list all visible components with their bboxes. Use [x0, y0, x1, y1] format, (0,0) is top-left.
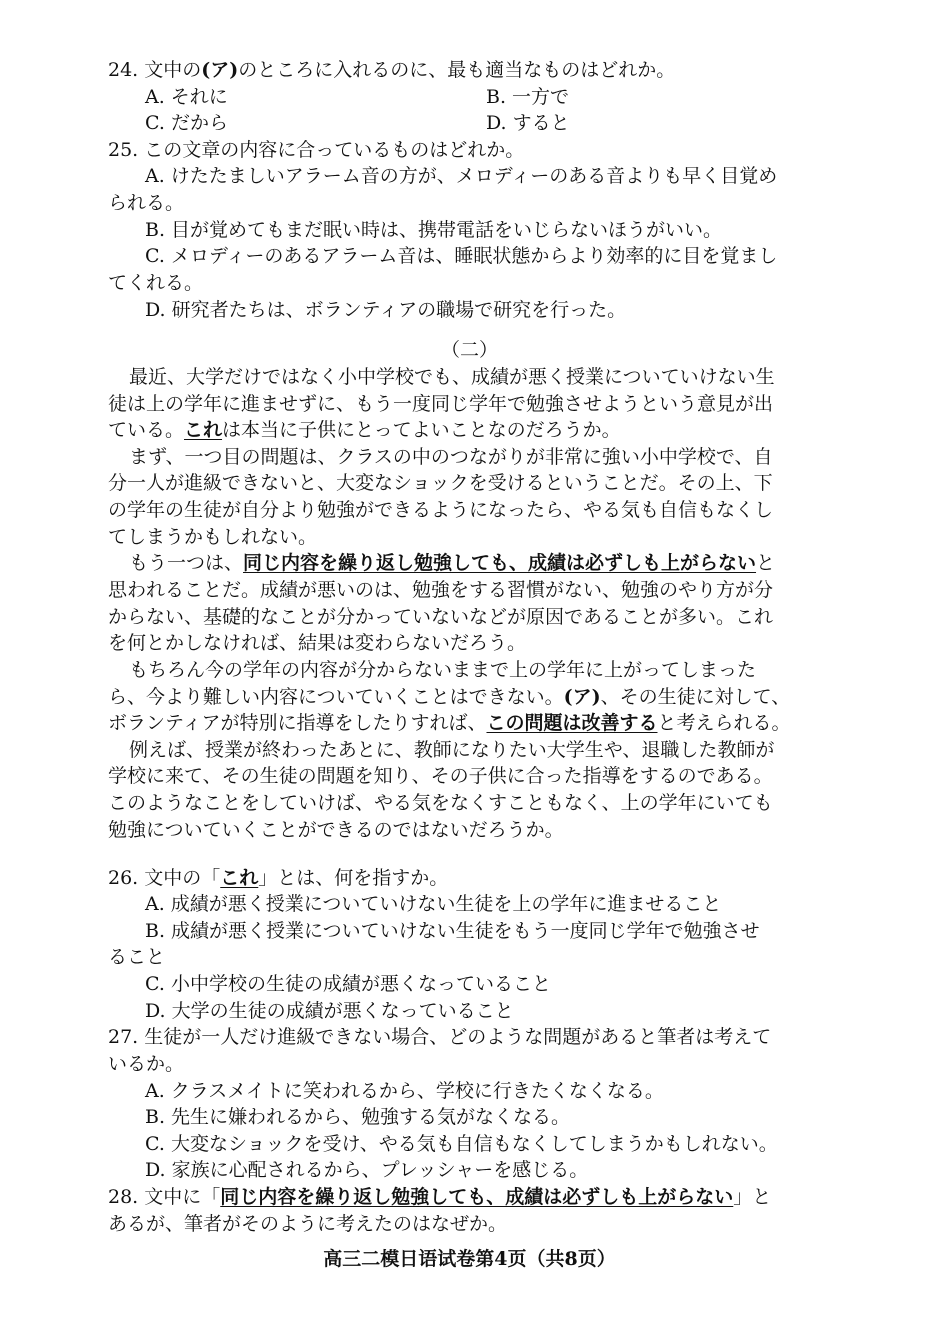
passage-line: もちろん今の学年の内容が分からないままで上の学年に上がってしまった — [129, 659, 757, 681]
passage-line: もう一つは、同じ内容を繰り返し勉強しても、成績は必ずしも上がらないと — [129, 552, 776, 574]
q27-option-b: B. 先生に嫌われるから、勉強する気がなくなる。 — [145, 1106, 571, 1128]
passage-line: 最近、大学だけではなく小中学校でも、成績が悪く授業についていけない生 — [129, 366, 775, 388]
passage-line: 例えば、授業が終わったあとに、教師になりたい大学生や、退職した教師が — [129, 739, 775, 761]
q26-underlined-kore: これ — [220, 867, 259, 889]
q26-option-b-cont: ること — [108, 946, 166, 968]
q24-stem: 24. 文中の(ア)のところに入れるのに、最も適当なものはどれか。 — [108, 59, 676, 81]
page-footer: 高三二模日语试卷第4页（共8页） — [323, 1248, 616, 1270]
q25-option-b: B. 目が覚めてもまだ眠い時は、携帯電話をいじらないほうがいい。 — [145, 219, 723, 241]
passage-line: ら、今より難しい内容についていくことはできない。(ア)、その生徒に対して、 — [108, 686, 791, 708]
q27-option-a: A. クラスメイトに笑われるから、学校に行きたくなくなる。 — [145, 1080, 664, 1102]
passage-line: ボランティアが特別に指導をしたりすれば、この問題は改善すると考えられる。 — [108, 712, 791, 734]
passage-line: ている。これは本当に子供にとってよいことなのだろうか。 — [108, 419, 621, 441]
q26-option-d: D. 大学の生徒の成績が悪くなっていること — [145, 1000, 514, 1022]
q26-stem: 26. 文中の「これ」とは、何を指すか。 — [108, 867, 449, 889]
passage-line: 思われることだ。成績が悪いのは、勉強をする習慣がない、勉強のやり方が分 — [108, 579, 774, 601]
q24-option-d: D. すると — [486, 112, 570, 134]
section-heading: （二） — [440, 339, 498, 361]
passage-line: 勉強についていくことができるのではないだろうか。 — [108, 819, 564, 841]
q24-blank: (ア) — [201, 59, 239, 81]
passage-blank: (ア) — [563, 686, 601, 708]
passage-line: まず、一つ目の問題は、クラスの中のつながりが非常に強い小中学校で、自 — [129, 446, 773, 468]
q24-option-c: C. だから — [145, 112, 228, 134]
passage-line: 分一人が進級できないと、大変なショックを受けるということだ。その上、下 — [108, 472, 773, 494]
passage-line: 徒は上の学年に進ませずに、もう一度同じ学年で勉強させようという意見が出 — [108, 393, 774, 415]
q24-option-a: A. それに — [145, 86, 228, 108]
passage-line: このようなことをしていけば、やる気をなくすこともなく、上の学年にいても — [108, 792, 773, 814]
q25-option-c: C. メロディーのあるアラーム音は、睡眠状態からより効率的に目を覚まし — [145, 245, 778, 267]
underlined-kore: これ — [184, 419, 223, 441]
underlined-phrase: この問題は改善する — [486, 712, 658, 734]
passage-line: の学年の生徒が自分より勉強ができるようになったら、やる気も自信もなくし — [108, 499, 774, 521]
q27-option-d: D. 家族に心配されるから、プレッシャーを感じる。 — [145, 1159, 589, 1181]
q25-option-d: D. 研究者たちは、ボランティアの職場で研究を行った。 — [145, 299, 627, 321]
q26-option-b: B. 成績が悪く授業についていけない生徒をもう一度同じ学年で勉強させ — [145, 920, 760, 942]
underlined-phrase: 同じ内容を繰り返し勉強しても、成績は必ずしも上がらない — [243, 552, 757, 574]
q26-option-a: A. 成績が悪く授業についていけない生徒を上の学年に進ませること — [145, 893, 722, 915]
passage-line: からない、基礎的なことが分かっていないなどが原因であることが多い。これ — [108, 606, 774, 628]
q25-stem: 25. この文章の内容に合っているものはどれか。 — [108, 139, 525, 161]
q26-option-c: C. 小中学校の生徒の成績が悪くなっていること — [145, 973, 551, 995]
q28-stem: 28. 文中に「同じ内容を繰り返し勉強しても、成績は必ずしも上がらない」と — [108, 1186, 772, 1208]
q27-stem-cont: いるか。 — [108, 1053, 185, 1075]
q28-underlined-phrase: 同じ内容を繰り返し勉強しても、成績は必ずしも上がらない — [220, 1186, 734, 1208]
passage-line: を何とかしなければ、結果は変わらないだろう。 — [108, 632, 527, 654]
q27-stem: 27. 生徒が一人だけ進級できない場合、どのような問題があると筆者は考えて — [108, 1026, 772, 1048]
passage-line: てしまうかもしれない。 — [108, 526, 318, 548]
q25-option-a: A. けたたましいアラーム音の方が、メロディーのある音よりも早く目覚め — [145, 165, 778, 187]
q25-option-c-cont: てくれる。 — [108, 272, 204, 294]
q27-option-c: C. 大変なショックを受け、やる気も自信もなくしてしまうかもしれない。 — [145, 1133, 778, 1155]
passage-line: 学校に来て、その生徒の問題を知り、その子供に合った指導をするのである。 — [108, 765, 773, 787]
q28-stem-cont: あるが、筆者がそのように考えたのはなぜか。 — [108, 1213, 508, 1235]
q25-option-a-cont: られる。 — [108, 192, 185, 214]
q24-option-b: B. 一方で — [486, 86, 570, 108]
